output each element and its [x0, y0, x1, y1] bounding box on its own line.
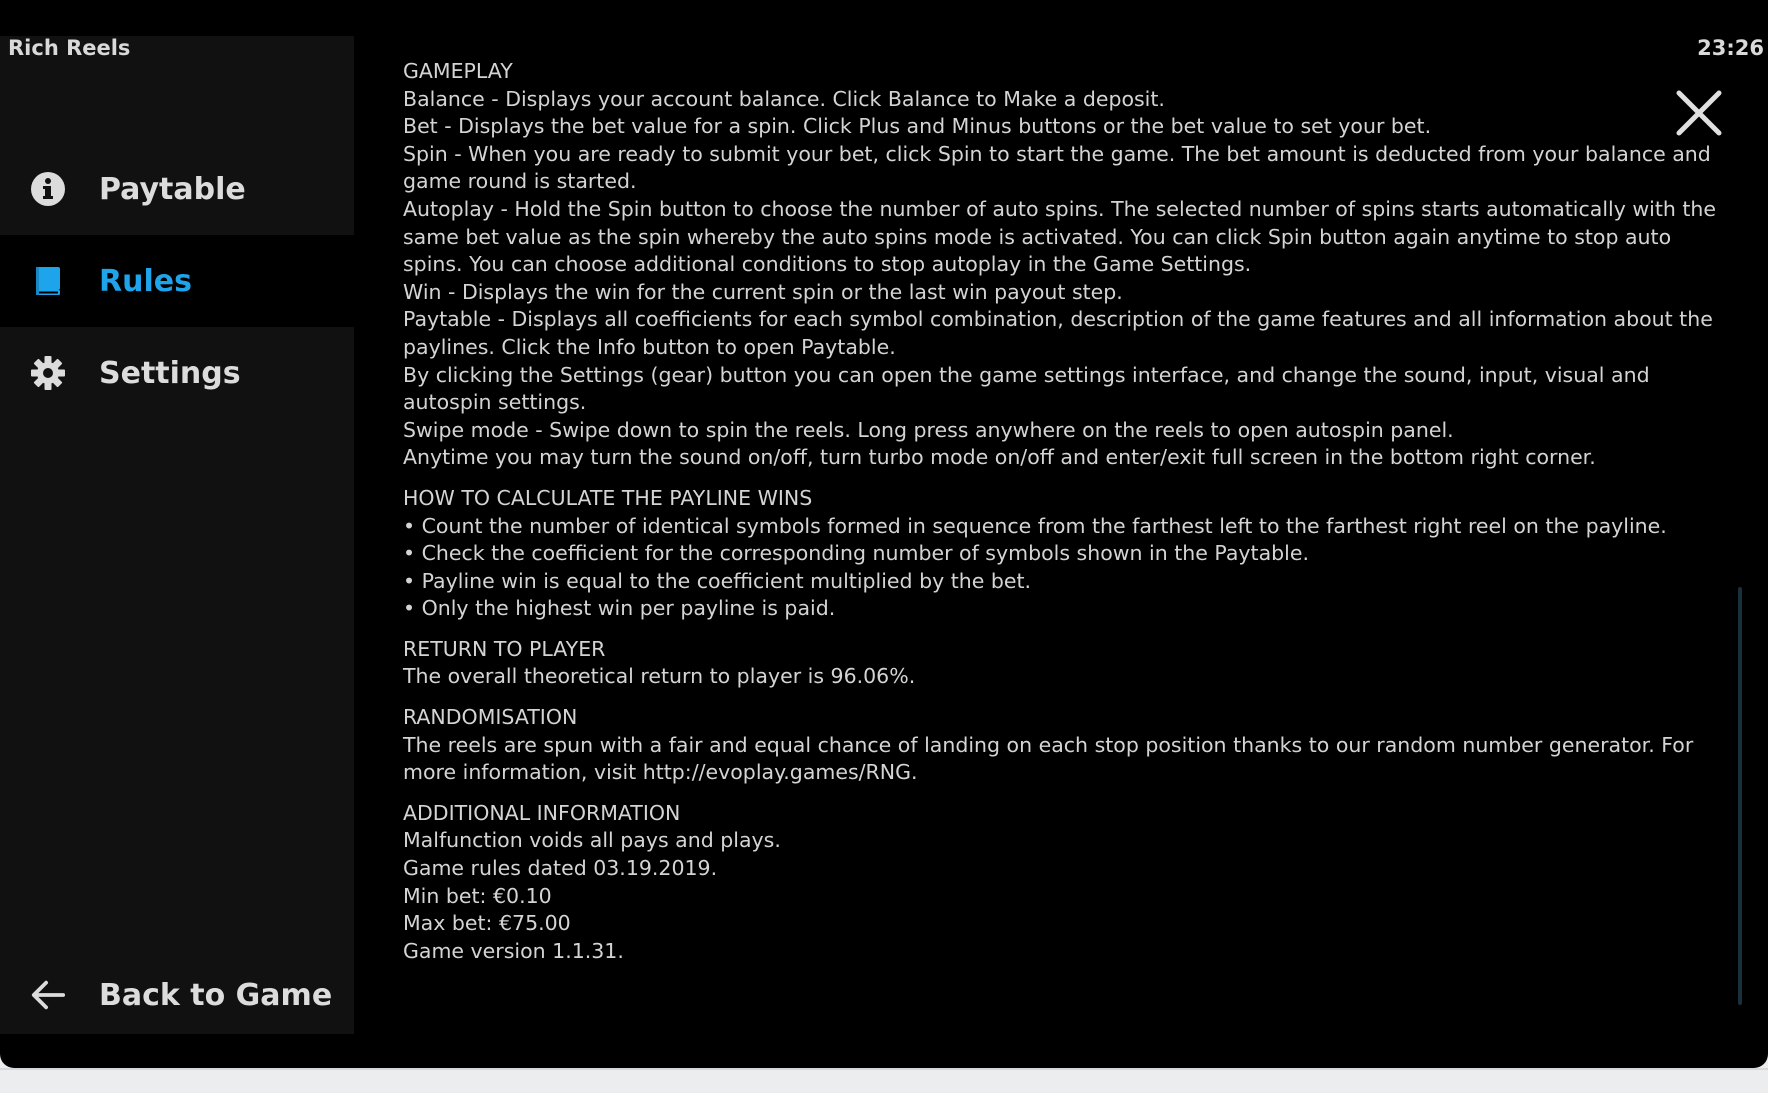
rule-line: Swipe mode - Swipe down to spin the reels. Long press anywhere on the reels to open autospin panel. [403, 417, 1454, 442]
rule-line: Max bet: €75.00 [403, 911, 571, 936]
rule-line: Anytime you may turn the sound on/off, turn turbo mode on/off and enter/exit full screen in the bottom right corner. [403, 445, 1596, 470]
sidebar-item-label: Paytable [99, 171, 246, 207]
back-to-game-button[interactable] [0, 949, 354, 1041]
section-heading: RETURN TO PLAYER [403, 636, 606, 661]
rule-line: • Only the highest win per payline is paid. [403, 596, 836, 621]
app-title: Rich Reels [8, 36, 131, 60]
rule-line: By clicking the Settings (gear) button you can open the game settings interface, and change the sound, input, visual and autospin settings. [403, 362, 1650, 415]
info-icon [30, 171, 66, 207]
rules-content [403, 58, 1733, 978]
section-heading: GAMEPLAY [403, 59, 513, 83]
rule-line: Spin - When you are ready to submit your bet, click Spin to start the game. The bet amount is deducted from your balance and game round is started. [403, 141, 1711, 194]
section-heading: RANDOMISATION [403, 705, 578, 730]
rule-line: Balance - Displays your account balance. Click Balance to Make a deposit. [403, 86, 1165, 111]
sidebar-item-rules[interactable] [0, 235, 354, 327]
rule-line: Autoplay - Hold the Spin button to choose the number of auto spins. The selected number of spins starts automatically with the same bet value as the spin whereby the auto spins mode is activated. You can click Spin button again anytime to stop auto spins. You can choose additional conditions to stop autoplay in the Game Settings. [403, 196, 1717, 277]
rtp-section [403, 636, 1733, 691]
rule-line: Win - Displays the win for the current spin or the last win payout step. [403, 279, 1123, 304]
rule-line: Malfunction voids all pays and plays. [403, 828, 781, 853]
sidebar-item-settings[interactable] [0, 327, 354, 419]
rule-line: Paytable - Displays all coefficients for each symbol combination, description of the game features and all information about the paylines. Click the Info button to open Paytable. [403, 307, 1713, 359]
rule-line: Min bet: €0.10 [403, 883, 552, 908]
section-heading: ADDITIONAL INFORMATION [403, 800, 681, 825]
payline-section [403, 485, 1733, 623]
rule-line: Game version 1.1.31. [403, 938, 624, 963]
sidebar [0, 36, 354, 1034]
rule-line: • Check the coefficient for the corresponding number of symbols shown in the Paytable. [403, 541, 1309, 566]
rule-line: Game rules dated 03.19.2019. [403, 856, 718, 881]
additional-info-section [403, 800, 1733, 966]
randomisation-section [403, 704, 1733, 787]
arrow-left-icon [30, 977, 66, 1013]
rule-line: Bet - Displays the bet value for a spin. Click Plus and Minus buttons or the bet value to set your bet. [403, 114, 1432, 139]
gameplay-section [403, 58, 1733, 472]
scrollbar[interactable] [1738, 587, 1742, 1005]
section-heading: HOW TO CALCULATE THE PAYLINE WINS [403, 485, 813, 510]
back-to-game-label: Back to Game [99, 977, 333, 1013]
bottom-strip [0, 1068, 1768, 1093]
clock: 23:26 [1697, 36, 1764, 60]
rule-line: The overall theoretical return to player is 96.06%. [403, 664, 916, 689]
book-icon [30, 263, 66, 299]
sidebar-item-paytable[interactable] [0, 143, 354, 235]
rule-line: • Count the number of identical symbols formed in sequence from the farthest left to the farthest right reel on the payline. [403, 513, 1667, 538]
rule-line: The reels are spun with a fair and equal chance of landing on each stop position thanks to our random number generator. For more information, visit http://evoplay.games/RNG. [403, 732, 1694, 785]
gear-icon [30, 355, 66, 391]
sidebar-item-label: Settings [99, 355, 241, 391]
rule-line: • Payline win is equal to the coefficient multiplied by the bet. [403, 568, 1032, 593]
sidebar-item-label: Rules [99, 263, 192, 299]
